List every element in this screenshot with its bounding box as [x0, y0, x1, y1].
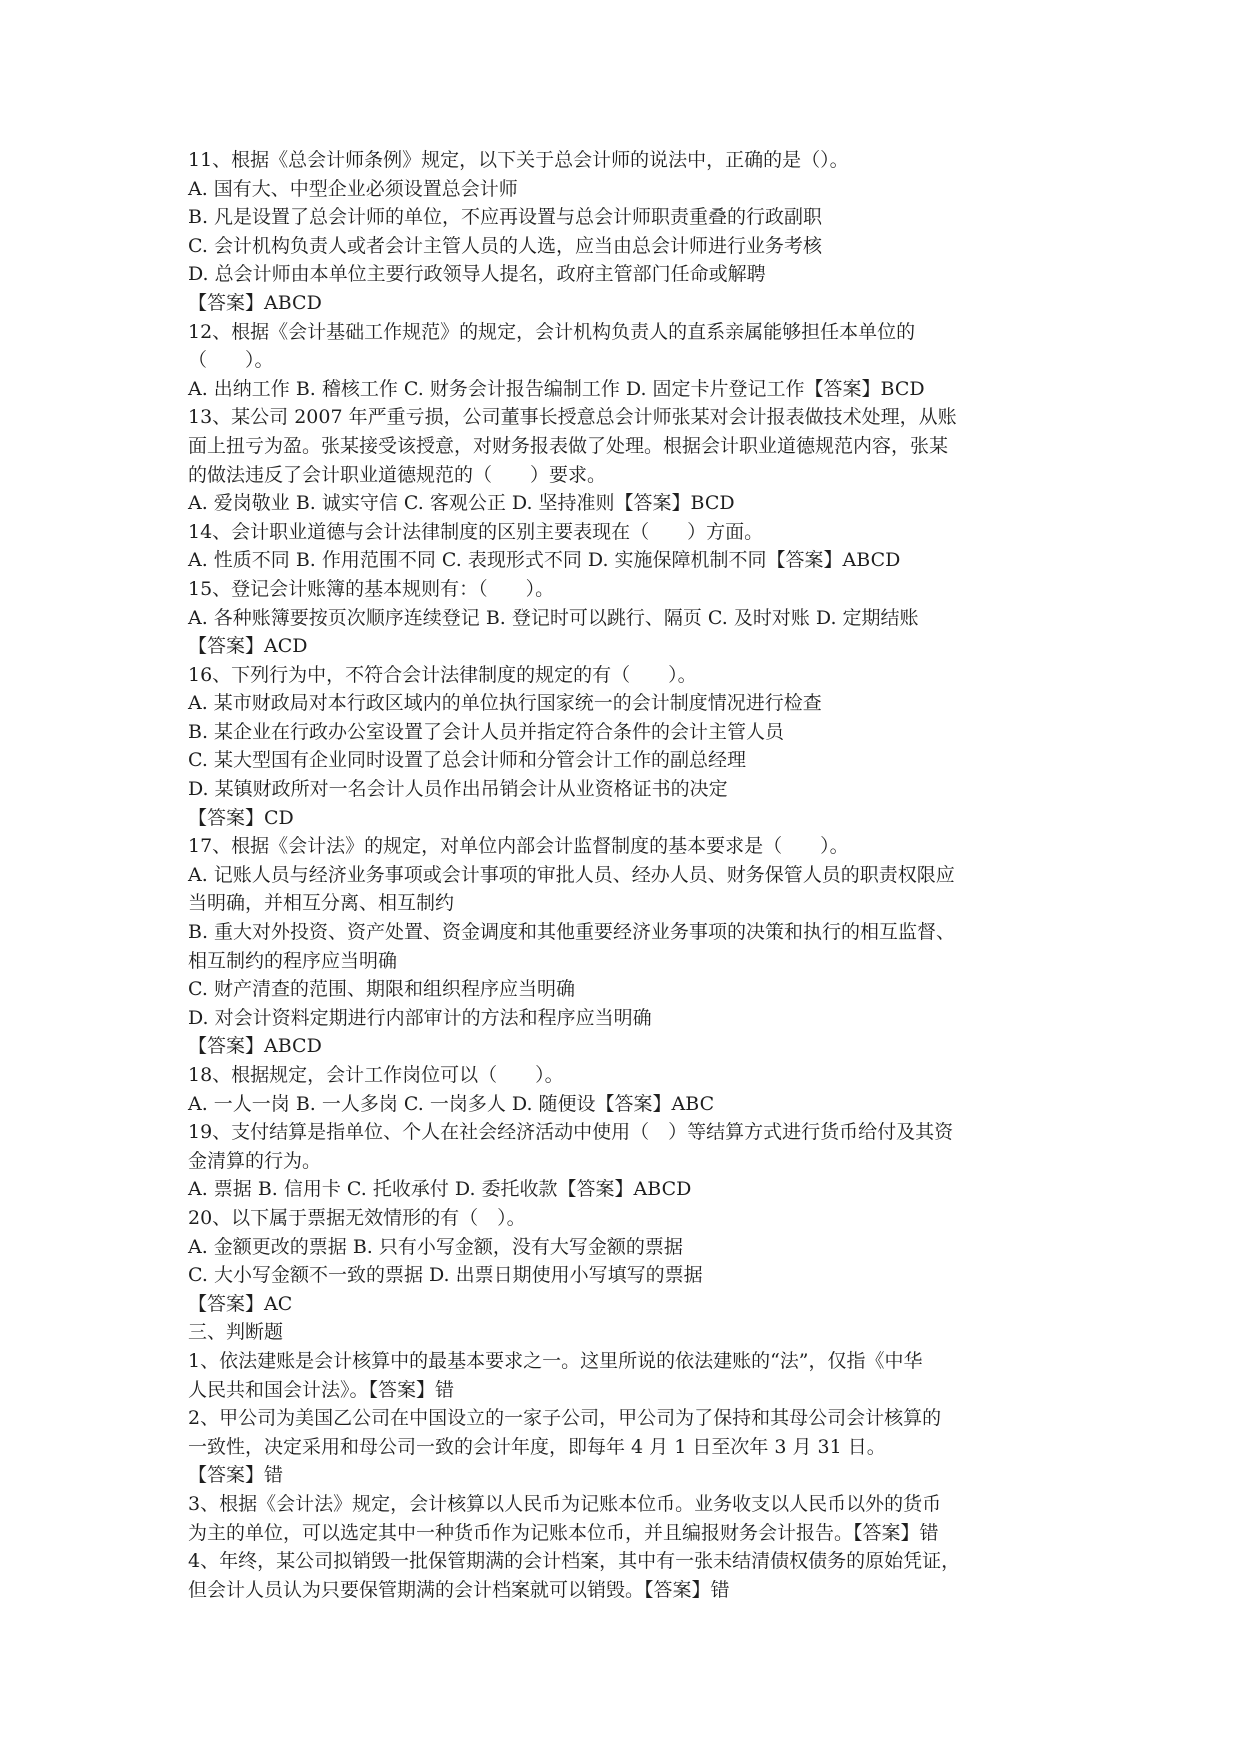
q17-option-d: D. 对会计资料定期进行内部审计的方法和程序应当明确: [188, 1006, 652, 1029]
q16-answer: 【答案】CD: [188, 806, 294, 829]
document-body: [188, 146, 1068, 1604]
q13-stem-cont: 的做法违反了会计职业道德规范的（ ）要求。: [188, 463, 607, 486]
j3-stem-answer: 为主的单位，可以选定其中一种货币作为记账本位币，并且编报财务会计报告。【答案】错: [188, 1521, 939, 1544]
q16-option-b: B. 某企业在行政办公室设置了会计人员并指定符合条件的会计主管人员: [188, 720, 785, 743]
q17-option-b: B. 重大对外投资、资产处置、资金调度和其他重要经济业务事项的决策和执行的相互监督、: [188, 921, 956, 944]
q18-stem: 18、根据规定，会计工作岗位可以（ ）。: [188, 1064, 564, 1086]
q19-stem-cont: 金清算的行为。: [188, 1149, 322, 1172]
q15-answer: 【答案】ACD: [188, 635, 308, 658]
q14-options-answer: A. 性质不同 B. 作用范围不同 C. 表现形式不同 D. 实施保障机制不同【答案】ABCD: [188, 549, 901, 572]
q13-stem: 13、某公司 2007 年严重亏损，公司董事长授意总会计师张某对会计报表做技术处理，从账: [188, 406, 957, 429]
q12-stem-cont: （ ）。: [188, 349, 274, 372]
q17-answer: 【答案】ABCD: [188, 1035, 322, 1058]
q16-option-a: A. 某市财政局对本行政区域内的单位执行国家统一的会计制度情况进行检查: [188, 692, 822, 715]
q15-stem: 15、登记会计账簿的基本规则有：（ ）。: [188, 577, 555, 600]
q18-options-answer: A. 一人一岗 B. 一人多岗 C. 一岗多人 D. 随便设【答案】ABC: [188, 1092, 715, 1115]
q13-stem-cont: 面上扭亏为盈。张某接受该授意，对财务报表做了处理。根据会计职业道德规范内容，张某: [188, 434, 949, 457]
j2-stem-cont: 一致性，决定采用和母公司一致的会计年度，即每年 4 月 1 日至次年 3 月 31 日。: [188, 1435, 886, 1458]
q16-stem: 16、下列行为中，不符合会计法律制度的规定的有（ ）。: [188, 663, 697, 686]
q20-options-ab: A. 金额更改的票据 B. 只有小写金额，没有大写金额的票据: [188, 1235, 683, 1258]
q16-option-c: C. 某大型国有企业同时设置了总会计师和分管会计工作的副总经理: [188, 749, 746, 772]
q12-options-answer: A. 出纳工作 B. 稽核工作 C. 财务会计报告编制工作 D. 固定卡片登记工作【答案】BCD: [188, 377, 925, 400]
q13-options-answer: A. 爱岗敬业 B. 诚实守信 C. 客观公正 D. 坚持准则【答案】BCD: [188, 492, 735, 515]
q20-stem: 20、以下属于票据无效情形的有（ ）。: [188, 1206, 526, 1229]
q17-option-a-cont: 当明确，并相互分离、相互制约: [188, 892, 455, 915]
q17-option-a: A. 记账人员与经济业务事项或会计事项的审批人员、经办人员、财务保管人员的职责权限应: [188, 863, 955, 886]
q11-option-c: C. 会计机构负责人或者会计主管人员的人选，应当由总会计师进行业务考核: [188, 234, 822, 257]
j2-answer: 【答案】错: [188, 1464, 284, 1487]
q11-stem: 11、根据《总会计师条例》规定，以下关于总会计师的说法中，正确的是（）。: [188, 149, 849, 171]
j4-stem: 4、年终，某公司拟销毁一批保管期满的会计档案，其中有一张未结清债权债务的原始凭证，: [188, 1550, 961, 1573]
q20-options-cd: C. 大小写金额不一致的票据 D. 出票日期使用小写填写的票据: [188, 1264, 703, 1287]
j3-stem: 3、根据《会计法》规定，会计核算以人民币为记账本位币。业务收支以人民币以外的货币: [188, 1492, 942, 1515]
q17-option-c: C. 财产清查的范围、期限和组织程序应当明确: [188, 978, 575, 1001]
j1-stem: 1、依法建账是会计核算中的最基本要求之一。这里所说的依法建账的“法”，仅指《中华: [188, 1349, 923, 1372]
q11-answer: 【答案】ABCD: [188, 291, 322, 314]
q17-stem: 17、根据《会计法》的规定，对单位内部会计监督制度的基本要求是（ ）。: [188, 835, 849, 858]
q17-option-b-cont: 相互制约的程序应当明确: [188, 949, 398, 972]
j2-stem: 2、甲公司为美国乙公司在中国设立的一家子公司，甲公司为了保持和其母公司会计核算的: [188, 1407, 942, 1430]
q11-option-a: A. 国有大、中型企业必须设置总会计师: [188, 177, 518, 200]
q11-option-b: B. 凡是设置了总会计师的单位，不应再设置与总会计师职责重叠的行政副职: [188, 206, 823, 229]
section-heading-judgment: 三、判断题: [188, 1321, 284, 1344]
j1-stem-answer: 人民共和国会计法》。【答案】错: [188, 1378, 455, 1401]
q16-option-d: D. 某镇财政所对一名会计人员作出吊销会计从业资格证书的决定: [188, 778, 728, 801]
q20-answer: 【答案】AC: [188, 1292, 293, 1315]
q19-stem: 19、支付结算是指单位、个人在社会经济活动中使用（ ）等结算方式进行货币给付及其资: [188, 1121, 954, 1144]
q15-options: A. 各种账簿要按页次顺序连续登记 B. 登记时可以跳行、隔页 C. 及时对账 D. 定期结账: [188, 606, 919, 629]
q11-option-d: D. 总会计师由本单位主要行政领导人提名，政府主管部门任命或解聘: [188, 263, 766, 286]
q19-options-answer: A. 票据 B. 信用卡 C. 托收承付 D. 委托收款【答案】ABCD: [188, 1178, 692, 1201]
q12-stem: 12、根据《会计基础工作规范》的规定，会计机构负责人的直系亲属能够担任本单位的: [188, 320, 916, 343]
q14-stem: 14、会计职业道德与会计法律制度的区别主要表现在（ ）方面。: [188, 520, 764, 543]
j4-stem-answer: 但会计人员认为只要保管期满的会计档案就可以销毁。【答案】错: [188, 1578, 730, 1601]
